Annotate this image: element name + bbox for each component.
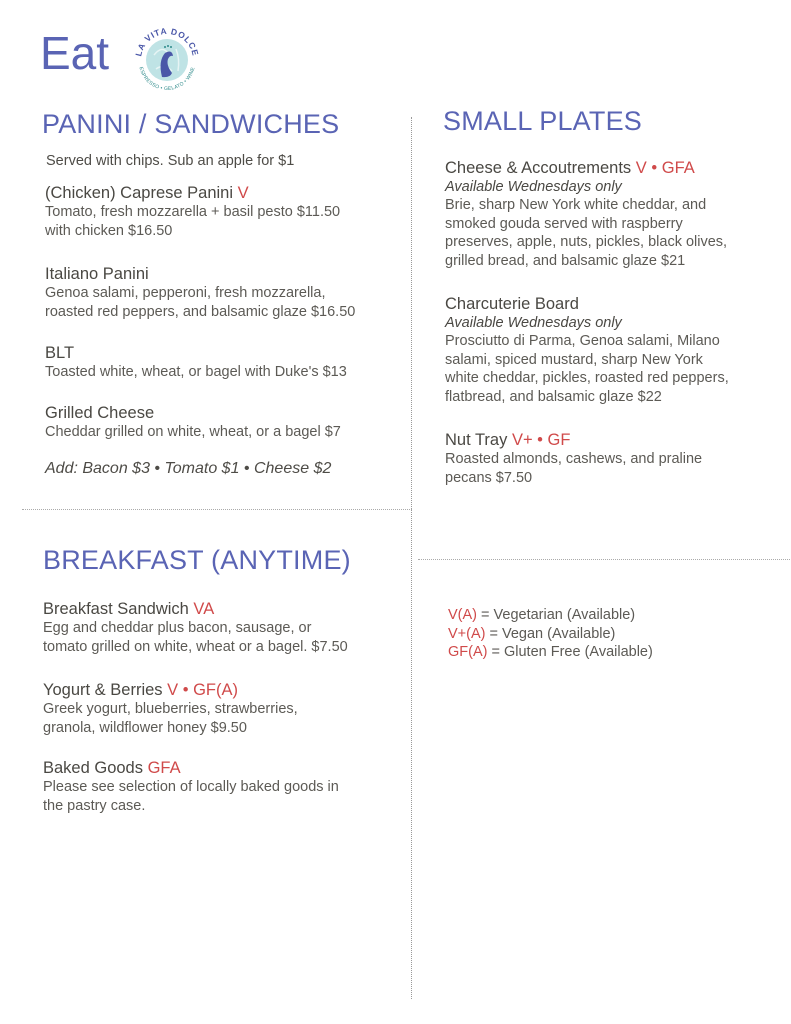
item-name: Cheese & Accoutrements	[445, 159, 632, 177]
item-description: salami, spiced mustard, sharp New York	[445, 351, 703, 368]
svg-text:ESPRESSO • GELATO • WINE: ESPRESSO • GELATO • WINE	[137, 66, 197, 93]
menu-item-charcuterie-board	[445, 294, 729, 406]
item-description: granola, wildflower honey $9.50	[43, 719, 247, 736]
section-title-breakfast: BREAKFAST (ANYTIME)	[43, 545, 351, 575]
item-description: Tomato, fresh mozzarella + basil pesto $11.50	[45, 204, 341, 220]
item-description: Cheddar grilled on white, wheat, or a bagel $7	[45, 424, 341, 440]
legend-item-vegan: V+(A) = Vegan (Available)	[448, 625, 616, 642]
menu-item-cheese-accoutrements	[445, 158, 727, 270]
item-description: Genoa salami, pepperoni, fresh mozzarella,	[45, 285, 326, 301]
availability-note: Available Wednesdays only	[445, 315, 622, 331]
item-description: Greek yogurt, blueberries, strawberries,	[43, 701, 298, 717]
menu-item-breakfast-sandwich	[43, 599, 348, 656]
item-name: Yogurt & Berries	[43, 681, 163, 699]
diet-tag: VA	[193, 600, 215, 618]
item-description: smoked gouda served with raspberry	[445, 215, 683, 232]
item-name: Italiano Panini	[45, 265, 149, 283]
legend-item-gluten-free: GF(A) = Gluten Free (Available)	[448, 644, 653, 660]
item-description: pecans $7.50	[445, 469, 533, 486]
horizontal-divider-right	[418, 559, 790, 560]
diet-tag: V • GFA	[635, 159, 695, 177]
diet-tag: V+ • GF	[511, 431, 571, 449]
menu-item-grilled-cheese	[45, 403, 341, 442]
diet-tag: GFA	[147, 759, 181, 777]
item-description: Prosciutto di Parma, Genoa salami, Milano	[445, 333, 720, 349]
horizontal-divider-left	[22, 509, 412, 510]
item-description: Roasted almonds, cashews, and praline	[445, 451, 703, 467]
item-description: tomato grilled on white, wheat or a bagel. $7.50	[43, 638, 348, 655]
menu-item-caprese-panini	[45, 183, 340, 240]
item-description: white cheddar, pickles, roasted red peppers,	[445, 370, 729, 386]
item-name: Charcuterie Board	[445, 295, 579, 313]
item-description: roasted red peppers, and balsamic glaze $16.50	[45, 303, 356, 320]
page-title: Eat	[40, 27, 110, 79]
item-description: Brie, sharp New York white cheddar, and	[445, 197, 707, 213]
item-name: Grilled Cheese	[45, 404, 155, 422]
menu-item-nut-tray	[445, 430, 702, 487]
item-description: Toasted white, wheat, or bagel with Duke's $13	[45, 364, 347, 380]
legend-item-vegetarian: V(A) = Vegetarian (Available)	[448, 607, 636, 623]
item-name: (Chicken) Caprese Panini	[45, 184, 234, 202]
section-title-panini: PANINI / SANDWICHES	[42, 109, 340, 139]
menu-item-yogurt-berries	[43, 680, 298, 737]
svg-text:LA VITA DOLCE: LA VITA DOLCE	[133, 25, 201, 58]
item-name: Nut Tray	[445, 431, 508, 449]
item-description: Please see selection of locally baked goods in	[43, 779, 339, 795]
peacock-icon	[132, 25, 202, 95]
la-vita-dolce-logo	[132, 25, 202, 95]
menu-item-blt	[45, 343, 347, 382]
item-name: BLT	[45, 344, 75, 362]
add-ons-line: Add: Bacon $3 • Tomato $1 • Cheese $2	[45, 460, 332, 477]
menu-item-baked-goods	[43, 758, 339, 815]
item-description: grilled bread, and balsamic glaze $21	[445, 252, 686, 269]
item-description: Egg and cheddar plus bacon, sausage, or	[43, 620, 312, 636]
section-title-small-plates: SMALL PLATES	[443, 106, 642, 136]
diet-tag: V	[237, 184, 249, 202]
item-description: flatbread, and balsamic glaze $22	[445, 388, 662, 405]
menu-item-italiano-panini	[45, 264, 355, 321]
item-name: Breakfast Sandwich	[43, 600, 189, 618]
item-description: the pastry case.	[43, 797, 146, 814]
panini-note: Served with chips. Sub an apple for $1	[46, 153, 295, 169]
dietary-legend	[448, 606, 653, 662]
item-description: with chicken $16.50	[45, 222, 173, 239]
item-description: preserves, apple, nuts, pickles, black olives,	[445, 234, 728, 250]
availability-note: Available Wednesdays only	[445, 179, 622, 195]
vertical-divider	[411, 117, 412, 999]
item-name: Baked Goods	[43, 759, 143, 777]
diet-tag: V • GF(A)	[167, 681, 238, 699]
